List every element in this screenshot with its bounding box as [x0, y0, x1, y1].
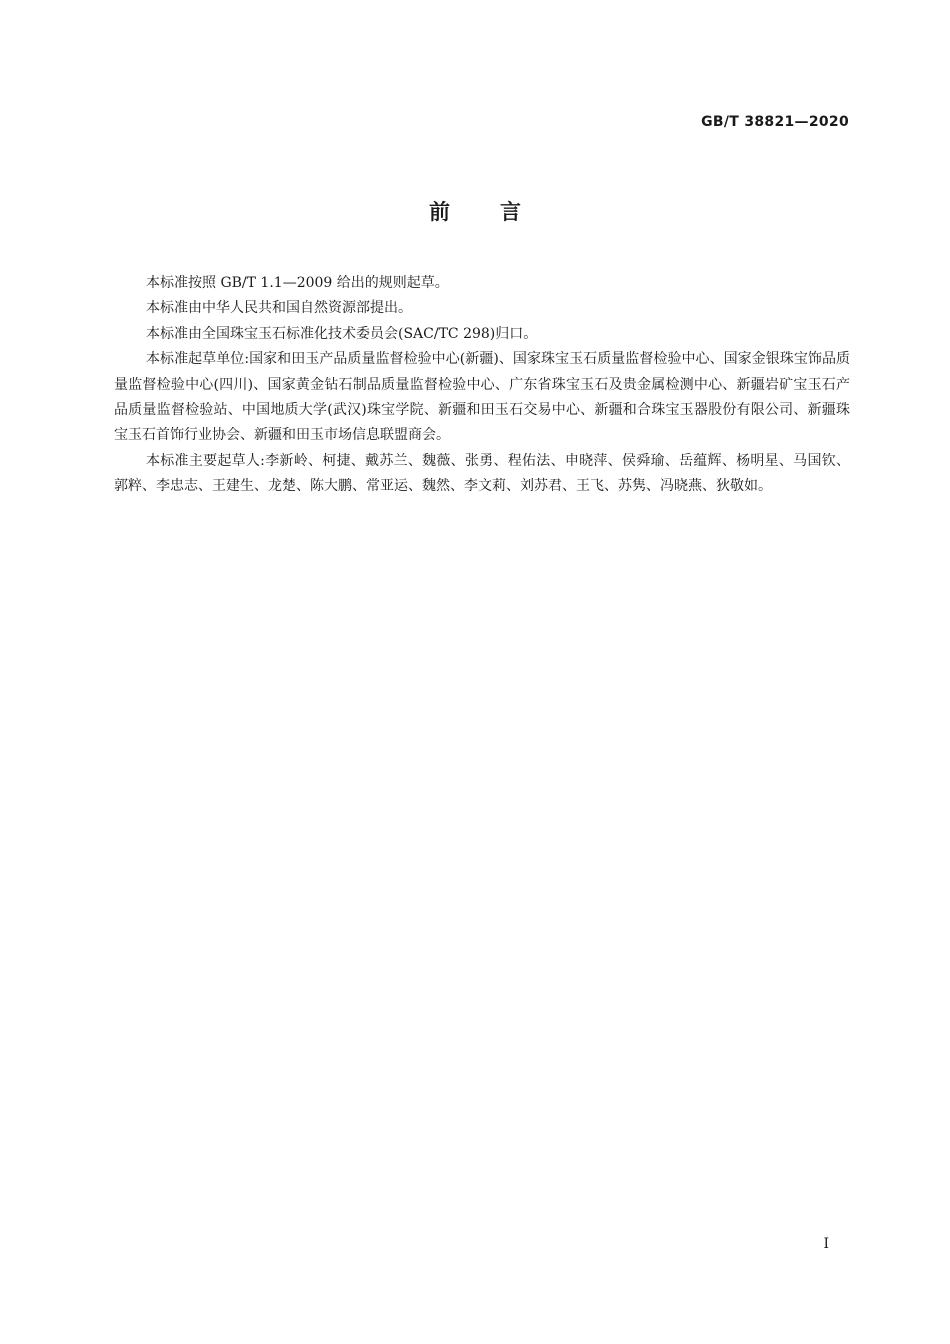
document-body	[114, 271, 850, 500]
standard-number: GB/T 38821—2020	[701, 114, 849, 130]
paragraph-drafters: 本标准主要起草人:李新岭、柯捷、戴苏兰、魏薇、张勇、程佑法、申晓萍、侯舜瑜、岳蕴辉、杨明星、马国钦、郭粹、李忠志、王建生、龙楚、陈大鹏、常亚运、魏然、李文莉、刘苏君、王飞、苏隽、冯晓燕、狄敬如。	[114, 452, 850, 495]
paragraph-drafting-rules: 本标准按照 GB/T 1.1—2009 给出的规则起草。	[146, 275, 449, 291]
page-title: 前言	[429, 200, 571, 224]
paragraph-proposer: 本标准由中华人民共和国自然资源部提出。	[146, 300, 412, 317]
page-number: I	[823, 1236, 829, 1252]
paragraph-drafting-units: 本标准起草单位:国家和田玉产品质量监督检验中心(新疆)、国家珠宝玉石质量监督检验中心、国家金银珠宝饰品质量监督检验中心(四川)、国家黄金钻石制品质量监督检验中心、广东省珠宝玉石及贵金属检测中心、新疆岩矿宝玉石产品质量监督检验站、中国地质大学(武汉)珠宝学院、新疆和田玉石交易中心、新疆和合珠宝玉器股份有限公司、新疆珠宝玉石首饰行业协会、新疆和田玉市场信息联盟商会。	[114, 351, 850, 444]
paragraph-administrator: 本标准由全国珠宝玉石标准化技术委员会(SAC/TC 298)归口。	[146, 325, 538, 342]
